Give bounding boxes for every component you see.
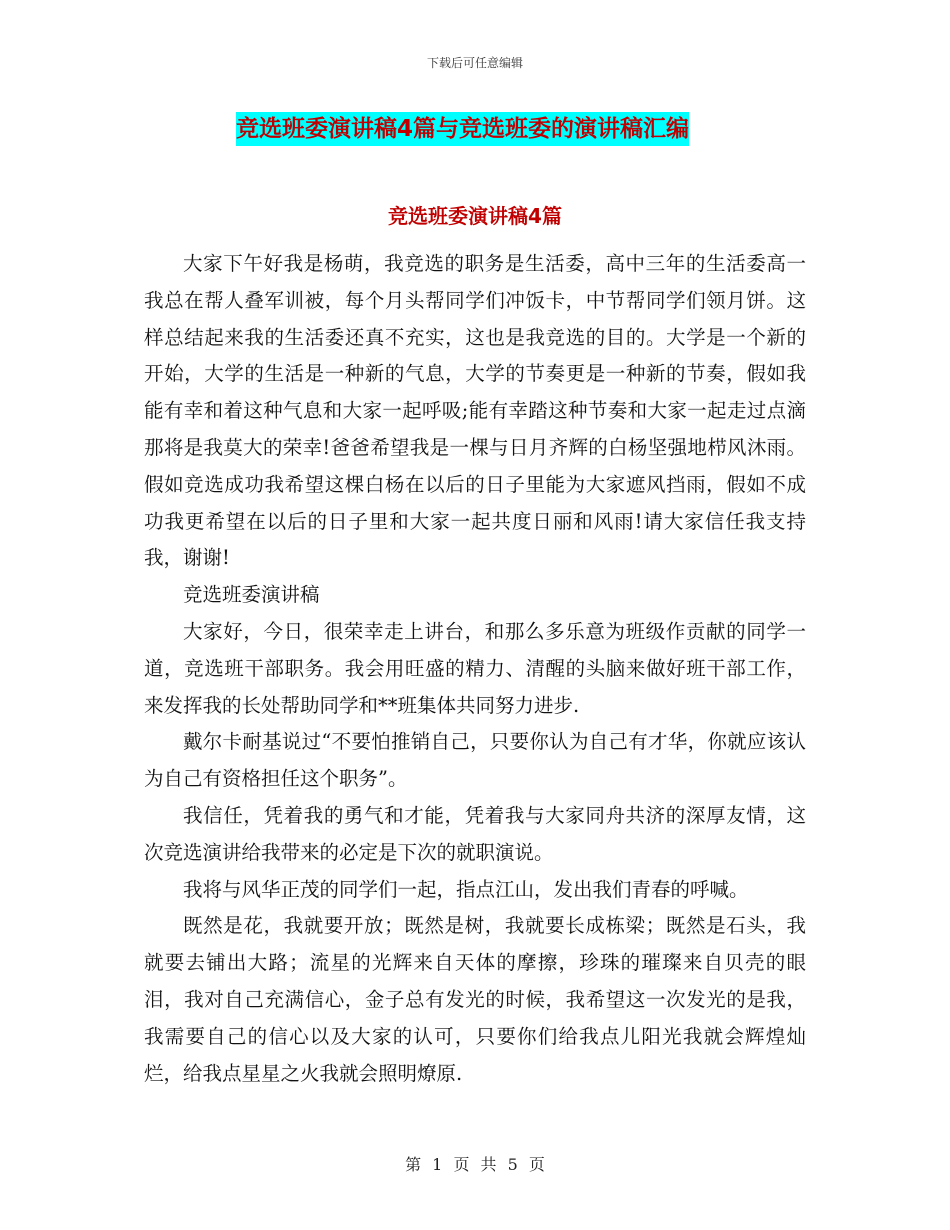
paragraph-1: 大家下午好我是杨萌，我竞选的职务是生活委，高中三年的生活委高一我总在帮人叠军训被，每个月头帮同学们冲饭卡，中节帮同学们领月饼。这样总结起来我的生活委还真不充实，这也是我竞选的目的。大学是一个新的开始，大学的生活是一种新的气息，大学的节奏更是一种新的节奏，假如我能有幸和着这种气息和大家一起呼吸;能有幸踏这种节奏和大家一起走过点滴那将是我莫大的荣幸!爸爸希望我是一棵与日月齐辉的白杨坚强地栉风沐雨。假如竞选成功我希望这棵白杨在以后的日子里能为大家遮风挡雨，假如不成功我更希望在以后的日子里和大家一起共度日丽和风雨!请大家信任我支持我，谢谢! [144,252,806,570]
paragraph-6: 既然是花，我就要开放；既然是树，我就要长成栋梁；既然是石头，我就要去铺出大路；流星的光辉来自天体的摩擦，珍珠的璀璨来自贝壳的眼泪，我对自己充满信心，金子总有发光的时候，我希望这一次发光的是我，我需要自己的信心以及大家的认可，只要你们给我点儿阳光我就会辉煌灿烂，给我点星星之火我就会照明燎原. [144,914,806,1085]
page-number: 第 1 页 共 5 页 [405,1155,545,1174]
page-header-note: 下载后可任意编辑 [426,56,523,70]
paragraph-2: 大家好，今日，很荣幸走上讲台，和那么多乐意为班级作贡献的同学一道，竞选班干部职务。我会用旺盛的精力、清醒的头脑来做好班干部工作，来发挥我的长处帮助同学和**班集体共同努力进步. [144,619,806,717]
document-body [144,246,806,1092]
paragraph-subheading: 竞选班委演讲稿 [183,583,320,607]
section-title: 竞选班委演讲稿4篇 [388,204,562,228]
paragraph-4: 我信任，凭着我的勇气和才能，凭着我与大家同舟共济的深厚友情，这次竞选演讲给我带来的必定是下次的就职演说。 [144,803,806,864]
paragraph-3: 戴尔卡耐基说过“不要怕推销自己，只要你认为自己有才华，你就应该认为自己有资格担任这个职务”。 [144,730,806,791]
paragraph-5: 我将与风华正茂的同学们一起，指点江山，发出我们青春的呼喊。 [183,877,749,901]
document-title: 竞选班委演讲稿4篇与竞选班委的演讲稿汇编 [236,112,689,146]
